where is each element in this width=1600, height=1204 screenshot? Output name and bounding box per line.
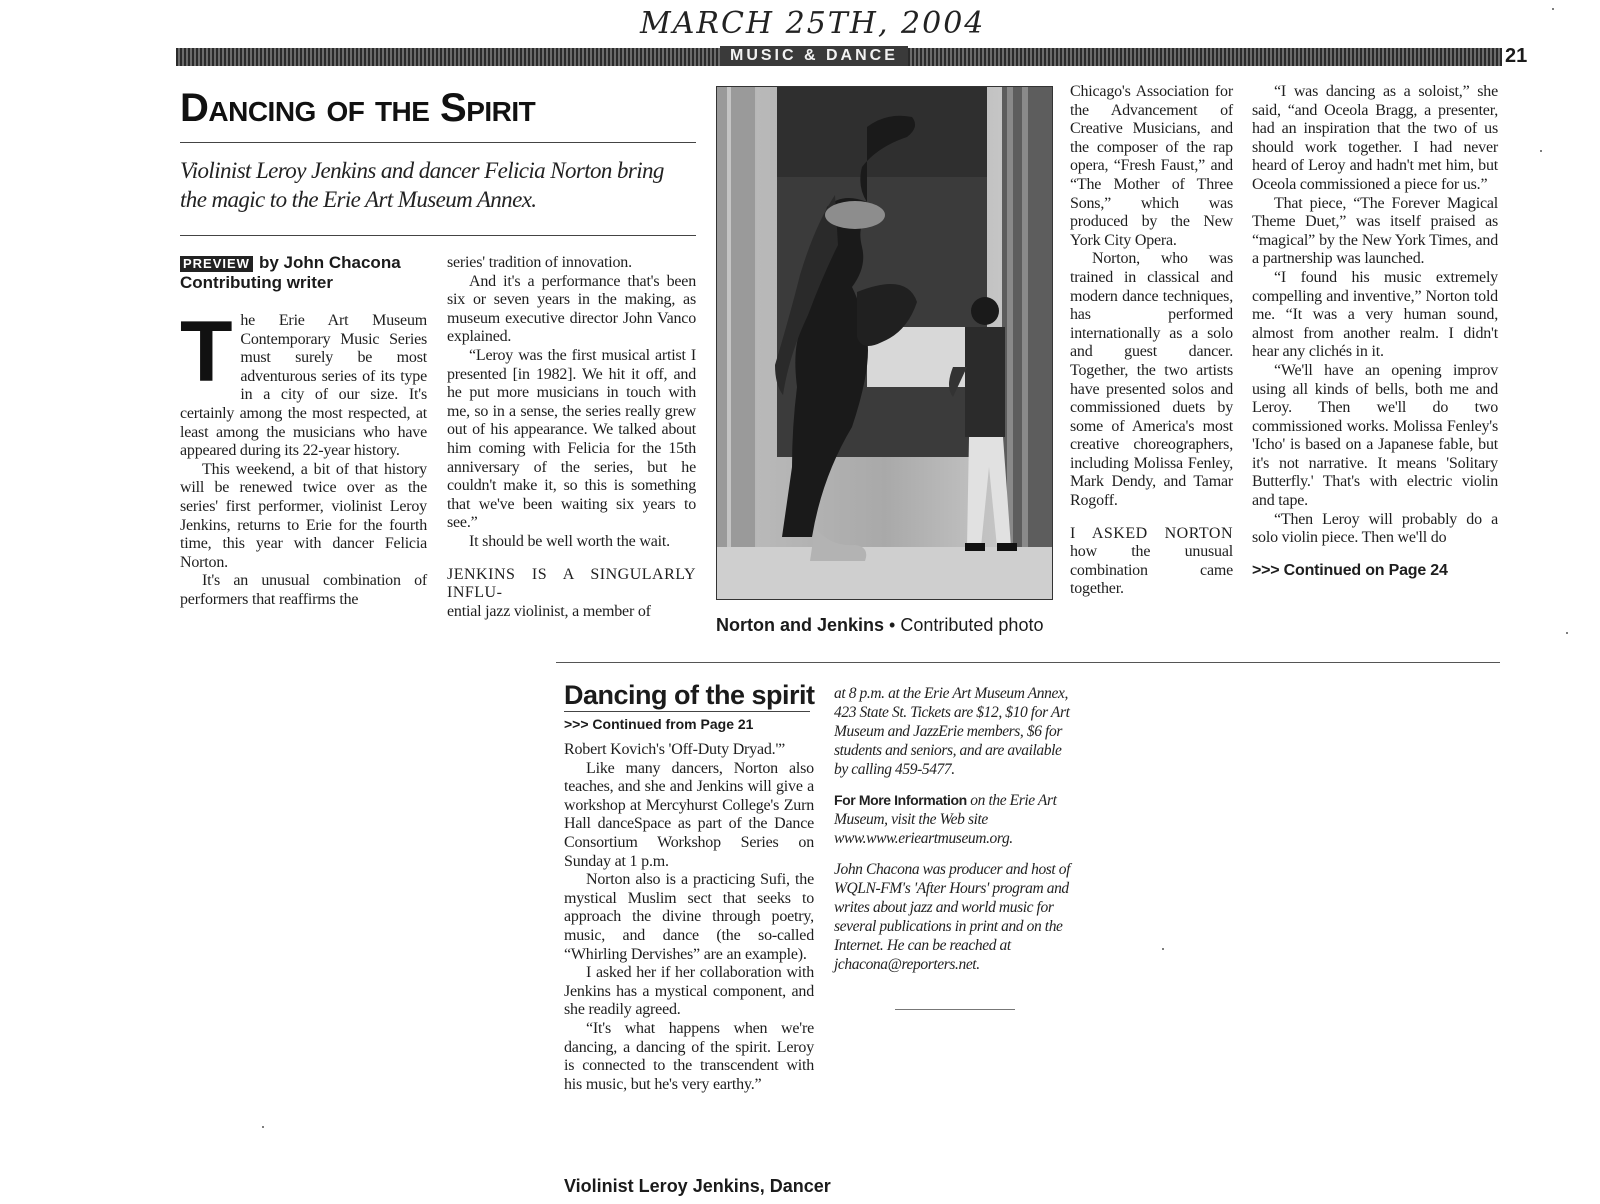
continuation-paragraph-4: I asked her if her collaboration with Jenkins has a mystical component, and she readily agreed. bbox=[564, 964, 814, 1019]
col2-paragraph-2: And it's a performance that's been six or seven years in the making, as museum executive director John Vanco explained. bbox=[447, 272, 696, 346]
col3-lead-in: I ASKED NORTON bbox=[1070, 524, 1233, 542]
col1-paragraph-1: he Erie Art Museum Contemporary Music Series must surely be most adventurous series of its type in a city of our size. It's certainly among the most respected, at least among the musicians who have appeared during its 22-year history. bbox=[180, 312, 427, 460]
col1-paragraph-3: It's an unusual combination of performers that reaffirms the bbox=[180, 572, 427, 608]
col2-paragraph-4: It should be well worth the wait. bbox=[469, 532, 670, 550]
continuation-paragraph-2: Like many dancers, Norton also teaches, and she and Jenkins will give a workshop at Mercyhurst College's Zurn Hall danceSpace as part of the Dance Consortium Workshop Series on Sunday at 1 p.m. bbox=[564, 759, 814, 870]
byline bbox=[180, 253, 401, 293]
sidebar-end-rule bbox=[895, 1009, 1015, 1010]
col4-paragraph-4: “We'll have an opening improv using all kinds of bells, both me and Leroy. Then we'll do two commissioned works. Molissa Fenley's 'Icho' is based on a Japanese fable, but it's not narrative. It means 'Solitary Butterfly.' That's with electric violin and tape. bbox=[1252, 361, 1498, 510]
article-column-1 bbox=[180, 304, 427, 610]
page-number: 21 bbox=[1505, 45, 1528, 67]
scan-speck bbox=[262, 1126, 264, 1128]
author-bio: John Chacona was producer and host of WQLN-FM's 'After Hours' program and writes about jazz and world music for several publications in print and on the Internet. He can be reached at jchacona@reporters.net. bbox=[834, 861, 1071, 973]
photo-caption bbox=[716, 615, 1043, 636]
col4-paragraph-2: That piece, “The Forever Magical Theme Duet,” was itself praised as “magical” by the New York Times, and a partnership was launched. bbox=[1252, 194, 1498, 268]
continuation-headline: Dancing of the spirit bbox=[564, 680, 815, 710]
col4-paragraph-3: “I found his music extremely compelling and inventive,” Norton told me. “It was a very human sound, almost from another realm. I didn't hear any clichés in it. bbox=[1252, 268, 1498, 361]
scan-speck bbox=[1540, 150, 1542, 152]
event-info-sidebar bbox=[834, 684, 1074, 986]
photo bbox=[716, 86, 1053, 600]
col2-paragraph-1: series' tradition of innovation. bbox=[447, 254, 632, 271]
article-column-4 bbox=[1252, 83, 1498, 580]
caption-bullet: • bbox=[889, 615, 901, 635]
headline: Dancing of the Spirit bbox=[180, 86, 536, 130]
continuation-paragraph-3: Norton also is a practicing Sufi, the mystical Muslim sect that seeks to approach the divine through poetry, music, and dance (the so-called “Whirling Dervishes” are an example). bbox=[564, 871, 814, 963]
col4-paragraph-1: “I was dancing as a soloist,” she said, “and Oceola Bragg, a presenter, had an inspiration that the two of us should work together. I had never heard of Leroy and hadn't met him, but Oceola commissioned a piece for us.” bbox=[1252, 83, 1498, 193]
continuation-paragraph-1: Robert Kovich's 'Off-Duty Dryad.'” bbox=[564, 741, 786, 758]
continued-on-link[interactable]: >>> Continued on Page 24 bbox=[1252, 561, 1448, 579]
continuation-paragraph-5: “It's what happens when we're dancing, a dancing of the spirit. Leroy is connected to the transcendent with his music, but he's very earthy.” bbox=[564, 1019, 814, 1093]
caption-credit: Contributed photo bbox=[900, 615, 1044, 635]
continuation-headline-rule bbox=[564, 711, 810, 712]
article-column-3 bbox=[1070, 83, 1233, 599]
handwritten-date: MARCH 25TH, 2004 bbox=[640, 6, 986, 41]
col3-paragraph-1: Chicago's Association for the Advancement of Creative Musicians, and the composer of the rap opera, “Fresh Faust,” and “The Mother of Three Sons,” which was produced by the New York City Opera. bbox=[1070, 83, 1233, 249]
scan-speck bbox=[1552, 8, 1554, 10]
byline-author: by John Chacona bbox=[258, 253, 401, 272]
col3-paragraph-2: Norton, who was trained in classical and modern dance techniques, has performed internationally as a solo and guest dancer. Together, the two artists have presented solos and commissioned duets by some of America's most creative choreographers, including Molissa Fenley, Mark Dendy, and Tamar Rogoff. bbox=[1070, 250, 1233, 510]
headline-rule bbox=[180, 142, 696, 143]
dropcap: T bbox=[180, 304, 233, 400]
scan-speck bbox=[1566, 632, 1568, 634]
col1-paragraph-2: This weekend, a bit of that history will be renewed twice over as the series' first performer, violinist Leroy Jenkins, returns to Erie for the fourth time, this year with dancer Felicia Norton. bbox=[180, 460, 427, 571]
article-column-2 bbox=[447, 254, 696, 621]
event-details: at 8 p.m. at the Erie Art Museum Annex, 423 State St. Tickets are $12, $10 for Art Museum and JazzErie members, $6 for students and seniors, and are available by calling 459-5477. bbox=[834, 685, 1070, 778]
dance-photo-illustration bbox=[717, 87, 1052, 599]
preview-tag: PREVIEW bbox=[180, 256, 253, 272]
deck-rule bbox=[180, 235, 696, 236]
byline-role: Contributing writer bbox=[180, 273, 333, 292]
caption-names: Norton and Jenkins bbox=[716, 615, 885, 635]
col2-paragraph-5: ential jazz violinist, a member of bbox=[447, 602, 651, 620]
deck: Violinist Leroy Jenkins and dancer Felicia Norton bring the magic to the Erie Art Museum Annex. bbox=[180, 158, 664, 212]
continuation-column bbox=[564, 741, 814, 1094]
more-info-label: For More Information bbox=[834, 792, 967, 808]
continued-from-link[interactable]: >>> Continued from Page 21 bbox=[564, 716, 754, 732]
scan-speck bbox=[1162, 948, 1164, 950]
col4-paragraph-5: “Then Leroy will probably do a solo violin piece. Then we'll do bbox=[1252, 510, 1498, 547]
col2-lead-in: JENKINS IS A SINGULARLY INFLU- bbox=[447, 565, 696, 602]
more-info-text: on the Erie Art Museum, visit the Web site www.www.erieartmuseum.org. bbox=[834, 792, 1057, 847]
col2-paragraph-3: “Leroy was the first musical artist I presented [in 1982]. We hit it off, and he put more musicians in touch with me, so in a sense, the series really grew out of his appearance. We talked about him coming with Felicia for the 15th anniversary of the series, but he couldn't make it, so this is something that we've been waiting six years to see.” bbox=[447, 346, 696, 532]
next-section-teaser: Violinist Leroy Jenkins, Dancer bbox=[564, 1176, 831, 1196]
section-label: MUSIC & DANCE bbox=[720, 46, 908, 66]
col3-paragraph-3: how the unusual combination came together. bbox=[1070, 543, 1233, 598]
continuation-divider bbox=[556, 662, 1500, 663]
